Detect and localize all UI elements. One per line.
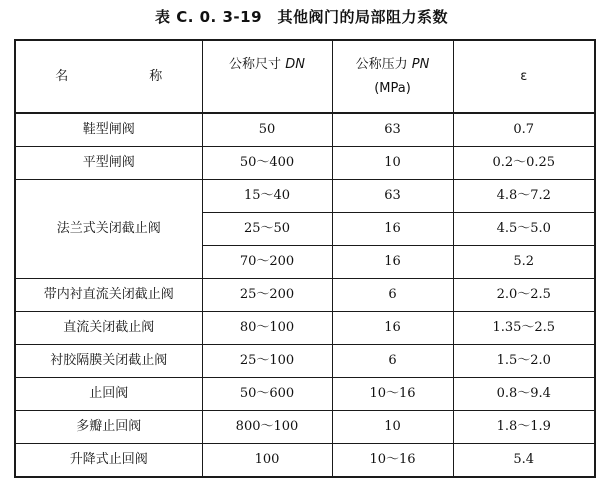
- table-row: [15, 113, 595, 147]
- cell-eps: 1.8～1.9: [453, 411, 595, 444]
- table-row: [15, 378, 595, 411]
- cell-pn: 6: [332, 279, 453, 312]
- table-row: [15, 312, 595, 345]
- table-body: [15, 113, 595, 477]
- cell-pn: 10～16: [332, 444, 453, 478]
- cell-dn: 15～40: [202, 180, 332, 213]
- cell-dn: 80～100: [202, 312, 332, 345]
- cell-eps: 0.8～9.4: [453, 378, 595, 411]
- header-nominal-size-symbol: DN: [285, 56, 305, 72]
- cell-name: 带内衬直流关闭截止阀: [15, 279, 202, 312]
- cell-name: 直流关闭截止阀: [15, 312, 202, 345]
- cell-eps: 5.4: [453, 444, 595, 478]
- cell-dn: 25～100: [202, 345, 332, 378]
- table-title: 表 C. 0. 3-19 其他阀门的局部阻力系数: [154, 8, 449, 26]
- cell-name: 平型闸阀: [15, 147, 202, 180]
- cell-eps: 1.35～2.5: [453, 312, 595, 345]
- cell-pn: 10: [332, 147, 453, 180]
- header-nominal-pressure-symbol: PN: [411, 56, 430, 72]
- cell-pn: 6: [332, 345, 453, 378]
- header-coefficient: [453, 40, 595, 113]
- header-row: [15, 40, 595, 113]
- header-name: [15, 40, 202, 113]
- cell-dn: 25～200: [202, 279, 332, 312]
- cell-name: 止回阀: [15, 378, 202, 411]
- cell-pn: 16: [332, 312, 453, 345]
- cell-dn: 50～400: [202, 147, 332, 180]
- cell-pn: 63: [332, 113, 453, 147]
- cell-dn: 25～50: [202, 213, 332, 246]
- table-row: [15, 279, 595, 312]
- header-nominal-size: [202, 40, 332, 113]
- cell-pn: 16: [332, 246, 453, 279]
- table-row: [15, 345, 595, 378]
- cell-name: 鞋型闸阀: [15, 113, 202, 147]
- cell-dn: 50～600: [202, 378, 332, 411]
- cell-dn: 50: [202, 113, 332, 147]
- cell-name: 升降式止回阀: [15, 444, 202, 478]
- cell-pn: 16: [332, 213, 453, 246]
- table-row: [15, 180, 595, 213]
- cell-dn: 70～200: [202, 246, 332, 279]
- cell-eps: 4.8～7.2: [453, 180, 595, 213]
- cell-eps: 5.2: [453, 246, 595, 279]
- cell-eps: 2.0～2.5: [453, 279, 595, 312]
- header-nominal-pressure: [332, 40, 453, 113]
- cell-dn: 800～100: [202, 411, 332, 444]
- cell-eps: 1.5～2.0: [453, 345, 595, 378]
- cell-eps: 0.7: [453, 113, 595, 147]
- header-name-label: 名 称: [55, 68, 197, 84]
- table-row: [15, 411, 595, 444]
- cell-eps: 4.5～5.0: [453, 213, 595, 246]
- cell-pn: 10～16: [332, 378, 453, 411]
- table-header: [15, 40, 595, 113]
- table-row: [15, 147, 595, 180]
- header-nominal-pressure-unit: (MPa): [374, 80, 411, 96]
- header-nominal-pressure-label: 公称压力: [355, 56, 408, 72]
- cell-pn: 63: [332, 180, 453, 213]
- table-row: [15, 444, 595, 478]
- header-coefficient-label: ε: [520, 68, 528, 84]
- header-nominal-size-label: 公称尺寸: [229, 56, 282, 72]
- cell-name: 衬胶隔膜关闭截止阀: [15, 345, 202, 378]
- resistance-coefficient-table: [14, 39, 596, 478]
- cell-name: 多瓣止回阀: [15, 411, 202, 444]
- cell-dn: 100: [202, 444, 332, 478]
- cell-pn: 10: [332, 411, 453, 444]
- cell-eps: 0.2～0.25: [453, 147, 595, 180]
- cell-name: 法兰式关闭截止阀: [15, 180, 202, 279]
